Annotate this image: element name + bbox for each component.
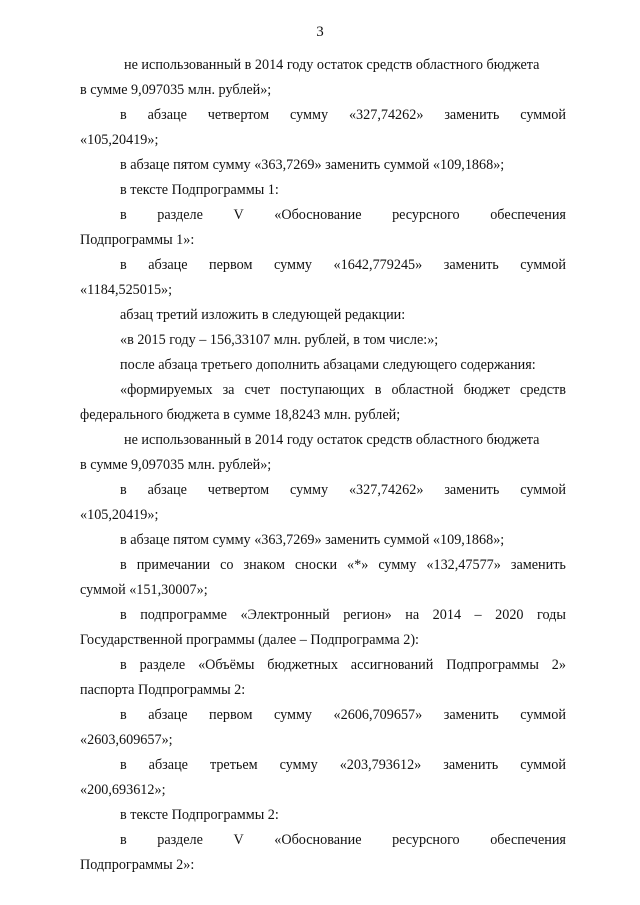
text-line: в сумме 9,097035 млн. рублей»; [80,457,272,473]
word: «203,793612» [339,757,422,773]
word: сумму [289,107,329,123]
word: «Обоснование [274,832,362,848]
justified-line [80,753,566,778]
word: областной [391,382,454,398]
word: «Электронный [240,607,330,623]
word: заменить [510,557,566,573]
word: на [405,607,420,623]
word: суммой [520,257,566,273]
word: разделе [139,657,186,673]
word: суммой [520,757,566,773]
text-line: в тексте Подпрограммы 1: [120,182,279,198]
word: сноски [294,557,338,573]
word: – [474,607,482,623]
word: 2020 [495,607,524,623]
justified-line [80,478,566,503]
text-line: Подпрограммы 2»: [80,857,195,873]
word: сумму [378,557,417,573]
text-line: «200,693612»; [80,782,166,798]
word: сумму [273,257,313,273]
word: третьем [209,757,258,773]
word: абзаце [148,707,188,723]
justified-line [80,828,566,853]
justified-line [80,103,566,128]
text-line: «105,20419»; [80,132,159,148]
text-line: Подпрограммы 1»: [80,232,195,248]
word: «Объёмы [198,657,255,673]
word: примечании [136,557,211,573]
word: заменить [443,757,499,773]
text-line: в тексте Подпрограммы 2: [120,807,279,823]
word: ресурсного [392,207,460,223]
word: поступающих [280,382,365,398]
word: суммой [520,707,566,723]
word: «132,47577» [426,557,501,573]
word: счет [244,382,271,398]
word: годы [537,607,566,623]
text-line: абзац третий изложить в следующей редакции: [120,307,406,323]
word: суммой [520,482,566,498]
page-number: 3 [316,24,324,40]
word: заменить [444,107,500,123]
word: бюджет [463,382,511,398]
word: сумму [279,757,318,773]
word: абзаце [147,482,187,498]
word: абзаце [148,257,188,273]
word: абзаце [147,107,187,123]
word: «2606,709657» [333,707,423,723]
word: «327,74262» [348,107,424,123]
justified-line [80,203,566,228]
word: в [120,257,127,273]
justified-line [80,603,566,628]
word: Подпрограммы [446,657,539,673]
word: сумму [289,482,329,498]
document-body [80,53,566,878]
word: «Обоснование [274,207,362,223]
text-line: суммой «151,30007»; [80,582,208,598]
word: абзаце [148,757,188,773]
justified-line [80,253,566,278]
justified-line [80,553,566,578]
word: средств [520,382,566,398]
word: в [374,382,382,398]
word: 2» [551,657,566,673]
text-line: паспорта Подпрограммы 2: [80,682,246,698]
text-line: федерального бюджета в сумме 18,8243 млн. рублей; [80,407,401,423]
text-line: Государственной программы (далее – Подпрограмма 2): [80,632,420,648]
word: в [120,107,127,123]
word: заменить [443,257,499,273]
text-line: «105,20419»; [80,507,159,523]
word: суммой [520,107,566,123]
text-line: в абзаце пятом сумму «363,7269» заменить суммой «109,1868»; [120,532,505,548]
word: в [120,657,127,673]
word: со [220,557,234,573]
word: ассигнований [350,657,434,673]
word: бюджетных [267,657,338,673]
word: обеспечения [490,207,566,223]
word: в [120,707,127,723]
word: регион» [343,607,392,623]
word: в [120,557,127,573]
word: обеспечения [490,832,566,848]
text-line: «в 2015 году – 156,33107 млн. рублей, в том числе:»; [120,332,439,348]
word: «1642,779245» [333,257,423,273]
word: V [233,832,244,848]
text-line: не использованный в 2014 году остаток средств областного бюджета [124,432,540,448]
text-line: «2603,609657»; [80,732,173,748]
word: в [120,607,127,623]
word: «*» [347,557,369,573]
word: разделе [157,207,203,223]
word: первом [209,257,253,273]
word: подпрограмме [140,607,227,623]
text-line: не использованный в 2014 году остаток средств областного бюджета [124,57,540,73]
word: сумму [273,707,313,723]
justified-line [80,653,566,678]
word: за [222,382,235,398]
text-line: «1184,525015»; [80,282,173,298]
word: знаком [243,557,285,573]
word: заменить [443,707,499,723]
text-line: после абзаца третьего дополнить абзацами следующего содержания: [120,357,536,373]
word: в [120,207,127,223]
text-line: в сумме 9,097035 млн. рублей»; [80,82,272,98]
word: в [120,832,127,848]
word: «формируемых [120,382,213,398]
word: четвертом [207,107,270,123]
justified-line [80,378,566,403]
word: 2014 [432,607,462,623]
word: в [120,482,127,498]
word: в [120,757,127,773]
word: первом [209,707,253,723]
word: V [233,207,244,223]
word: «327,74262» [348,482,424,498]
word: разделе [157,832,203,848]
text-line: в абзаце пятом сумму «363,7269» заменить суммой «109,1868»; [120,157,505,173]
word: четвертом [207,482,270,498]
justified-line [80,703,566,728]
word: ресурсного [392,832,460,848]
word: заменить [444,482,500,498]
